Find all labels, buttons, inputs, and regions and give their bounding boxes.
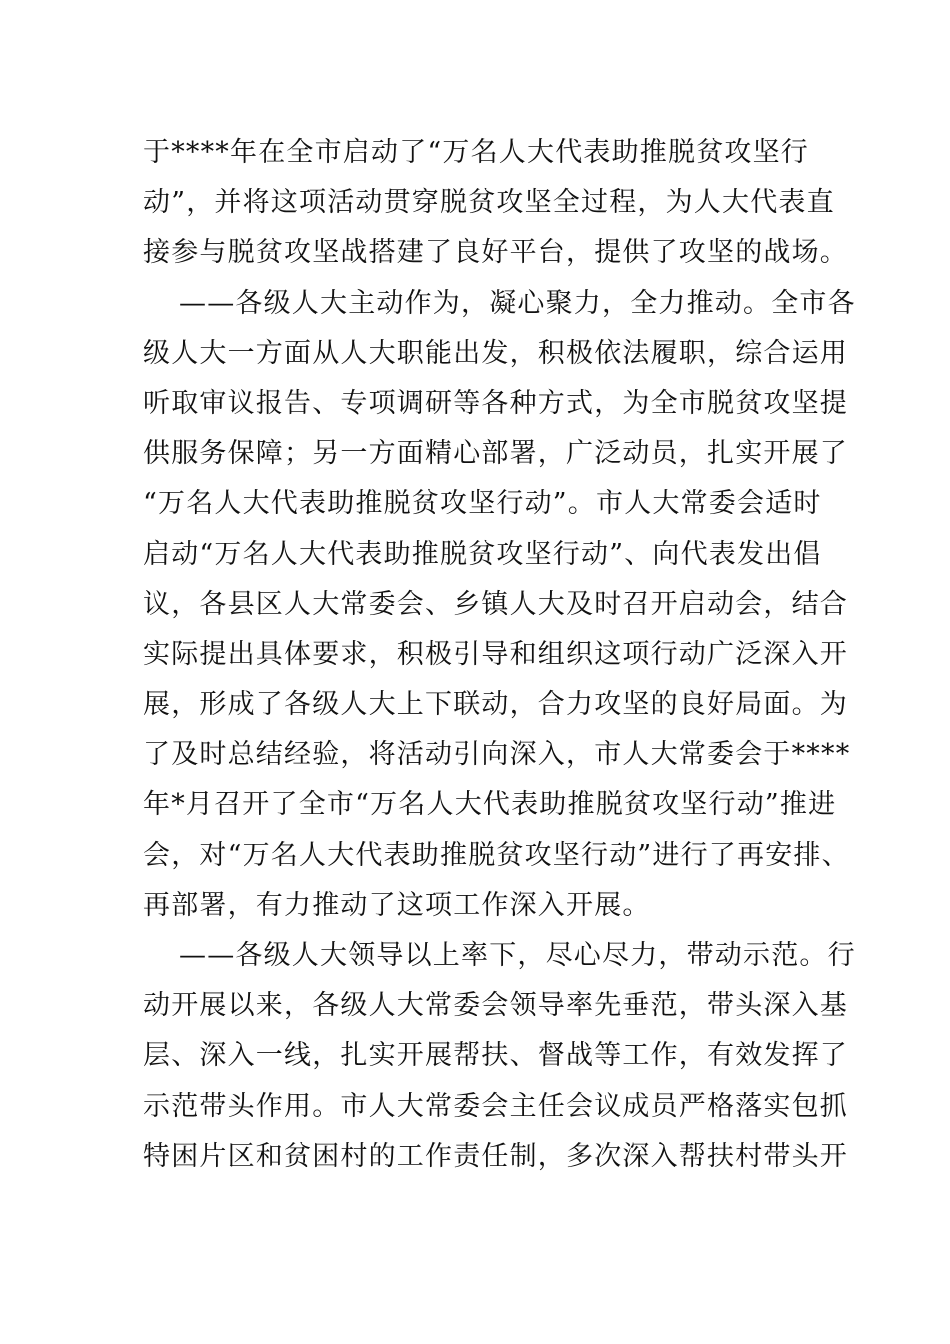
- text-line-6: 听取审议报告、专项调研等各种方式，为全市脱贫攻坚提: [143, 387, 848, 419]
- text-line-18: 动开展以来，各级人大常委会领导率先垂范，带头深入基: [143, 990, 848, 1022]
- text-line-2: 动”，并将这项活动贯穿脱贫攻坚全过程，为人大代表直: [143, 187, 835, 219]
- text-line-10: 议，各县区人大常委会、乡镇人大及时召开启动会，结合: [143, 588, 848, 620]
- text-line-9: 启动“万名人大代表助推脱贫攻坚行动”、向代表发出倡: [143, 538, 822, 570]
- text-line-5: 级人大一方面从人大职能出发，积极依法履职，综合运用: [143, 337, 848, 369]
- document-body: [143, 128, 856, 1182]
- text-line-17: ——各级人大领导以上率下，尽心尽力，带动示范。行: [179, 940, 856, 971]
- text-line-14: 年*月召开了全市“万名人大代表助推脱贫攻坚行动”推进: [143, 789, 837, 821]
- text-line-12: 展，形成了各级人大上下联动，合力攻坚的良好局面。为: [143, 689, 848, 721]
- text-line-20: 示范带头作用。市人大常委会主任会议成员严格落实包抓: [143, 1090, 848, 1122]
- text-line-15: 会，对“万名人大代表助推脱贫攻坚行动”进行了再安排、: [143, 839, 850, 871]
- text-line-8: “万名人大代表助推脱贫攻坚行动”。市人大常委会适时: [143, 488, 822, 520]
- text-line-3: 接参与脱贫攻坚战搭建了良好平台，提供了攻坚的战场。: [143, 237, 848, 269]
- text-line-1: 于****年在全市启动了“万名人大代表助推脱贫攻坚行: [143, 137, 810, 168]
- text-line-4: ——各级人大主动作为，凝心聚力，全力推动。全市各: [179, 287, 856, 319]
- text-line-21: 特困片区和贫困村的工作责任制，多次深入帮扶村带头开: [143, 1140, 848, 1172]
- text-line-16: 再部署，有力推动了这项工作深入开展。: [143, 889, 651, 921]
- text-line-19: 层、深入一线，扎实开展帮扶、督战等工作，有效发挥了: [143, 1040, 848, 1072]
- text-line-7: 供服务保障；另一方面精心部署，广泛动员，扎实开展了: [143, 438, 848, 470]
- text-line-13: 了及时总结经验，将活动引向深入，市人大常委会于****: [143, 739, 851, 771]
- text-line-11: 实际提出具体要求，积极引导和组织这项行动广泛深入开: [143, 638, 848, 670]
